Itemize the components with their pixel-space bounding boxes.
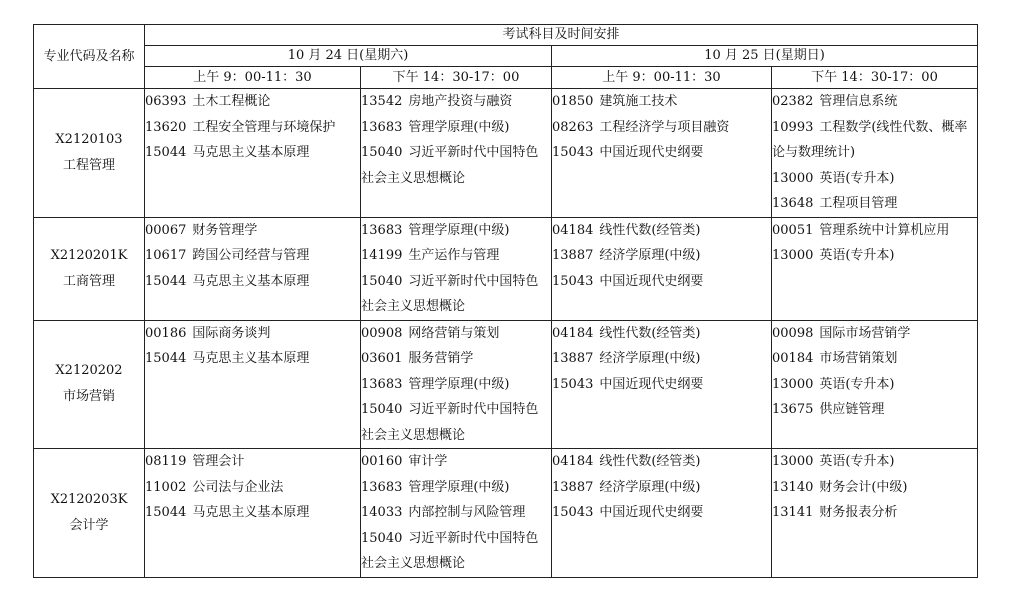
- course-code: 14033: [361, 505, 403, 520]
- course-entry: [552, 269, 771, 295]
- course-code: 13140: [772, 479, 814, 495]
- major-column-header: 专业代码及名称: [34, 25, 145, 89]
- course-code: 13648: [772, 196, 814, 211]
- course-code: 13000: [772, 170, 814, 186]
- course-entry: [361, 397, 551, 448]
- course-entry: [772, 89, 977, 115]
- course-code: 00908: [361, 325, 403, 341]
- course-code: 15044: [145, 145, 187, 160]
- course-entry: [552, 115, 771, 141]
- course-entry: [361, 475, 551, 501]
- course-name: 经济学原理(中级): [599, 351, 701, 366]
- course-name: 线性代数(经管类): [599, 454, 701, 469]
- course-code: 15040: [361, 273, 403, 289]
- course-code: 14199: [361, 248, 403, 263]
- course-entry: [361, 140, 551, 191]
- session-cell: [145, 449, 361, 578]
- course-entry: [772, 243, 977, 269]
- course-name: 工程安全管理与环境保护: [192, 119, 336, 135]
- course-entry: [552, 449, 771, 475]
- course-code: 15043: [552, 505, 594, 520]
- course-code: 15043: [552, 273, 594, 289]
- course-entry: [772, 372, 977, 398]
- course-code: 13620: [145, 119, 187, 135]
- course-name: 服务营销学: [408, 351, 474, 366]
- course-name: 工程项目管理: [819, 196, 898, 211]
- course-name: 财务会计(中级): [819, 479, 908, 495]
- course-entry: [361, 89, 551, 115]
- course-name: 管理学原理(中级): [408, 119, 510, 135]
- table-header: [34, 25, 978, 89]
- course-entry: [361, 449, 551, 475]
- course-code: 00098: [772, 325, 814, 341]
- session-cell: [145, 89, 361, 218]
- course-code: 13542: [361, 94, 403, 109]
- major-cell: [34, 320, 145, 449]
- course-name: 市场营销策划: [819, 351, 898, 366]
- course-entry: [361, 321, 551, 347]
- course-entry: [552, 243, 771, 269]
- course-code: 15040: [361, 530, 403, 546]
- course-entry: [361, 243, 551, 269]
- course-entry: [772, 191, 977, 217]
- course-entry: [772, 449, 977, 475]
- course-entry: [145, 346, 360, 372]
- course-code: 15044: [145, 505, 187, 520]
- course-entry: [145, 89, 360, 115]
- session-cell: [145, 217, 361, 320]
- course-name: 供应链管理: [819, 402, 885, 417]
- course-entry: [145, 115, 360, 141]
- course-code: 08119: [145, 454, 187, 469]
- course-code: 15044: [145, 273, 187, 289]
- course-entry: [552, 218, 771, 244]
- course-entry: [772, 218, 977, 244]
- session-cell: [361, 89, 552, 218]
- table-row: [34, 320, 978, 449]
- session-cell: [361, 320, 552, 449]
- course-entry: [772, 500, 977, 526]
- course-entry: [552, 500, 771, 526]
- session-cell: [772, 217, 978, 320]
- course-code: 10617: [145, 248, 187, 263]
- course-code: 13000: [772, 376, 814, 392]
- course-name: 审计学: [408, 454, 448, 469]
- course-entry: [145, 243, 360, 269]
- course-code: 13887: [552, 351, 594, 366]
- course-name: 管理学原理(中级): [408, 222, 510, 238]
- course-code: 15043: [552, 145, 594, 160]
- major-cell: [34, 217, 145, 320]
- session-header: 下午 14：30-17：00: [772, 67, 978, 89]
- session-cell: [772, 320, 978, 449]
- course-code: 08263: [552, 119, 594, 135]
- course-code: 13000: [772, 454, 814, 469]
- major-code: X2120103: [55, 131, 123, 147]
- course-entry: [552, 89, 771, 115]
- course-name: 习近平新时代中国特色社会主义思想概论: [361, 145, 539, 186]
- course-code: 01850: [552, 94, 594, 109]
- course-entry: [772, 115, 977, 166]
- course-name: 线性代数(经管类): [599, 222, 701, 238]
- course-name: 工程经济学与项目融资: [599, 119, 730, 135]
- course-name: 中国近现代史纲要: [599, 376, 704, 392]
- major-cell: [34, 89, 145, 218]
- course-name: 马克思主义基本原理: [192, 505, 310, 520]
- course-entry: [361, 372, 551, 398]
- course-name: 英语(专升本): [819, 376, 895, 392]
- course-name: 财务管理学: [192, 222, 258, 238]
- course-code: 10993: [772, 119, 814, 135]
- major-name: 会计学: [69, 517, 109, 533]
- course-name: 习近平新时代中国特色社会主义思想概论: [361, 402, 539, 443]
- schedule-title: 考试科目及时间安排: [145, 25, 978, 46]
- session-cell: [552, 449, 772, 578]
- course-name: 英语(专升本): [819, 248, 895, 263]
- course-code: 04184: [552, 222, 594, 238]
- course-name: 公司法与企业法: [192, 479, 284, 495]
- course-name: 管理学原理(中级): [408, 376, 510, 392]
- exam-schedule-table: [33, 24, 978, 578]
- major-code: X2120201K: [50, 247, 128, 263]
- course-entry: [361, 218, 551, 244]
- session-cell: [772, 449, 978, 578]
- major-code: X2120202: [55, 363, 123, 379]
- course-entry: [772, 166, 977, 192]
- course-code: 13887: [552, 479, 594, 495]
- course-name: 管理会计: [192, 454, 245, 469]
- course-name: 马克思主义基本原理: [192, 273, 310, 289]
- course-name: 土木工程概论: [192, 94, 271, 109]
- course-code: 13675: [772, 402, 814, 417]
- course-name: 英语(专升本): [819, 170, 895, 186]
- course-code: 04184: [552, 325, 594, 341]
- table-row: [34, 89, 978, 218]
- major-cell: [34, 449, 145, 578]
- course-name: 马克思主义基本原理: [192, 145, 310, 160]
- session-header: 下午 14：30-17：00: [361, 67, 552, 89]
- course-name: 生产运作与管理: [408, 248, 500, 263]
- course-entry: [772, 475, 977, 501]
- major-name: 市场营销: [62, 389, 115, 405]
- session-cell: [552, 89, 772, 218]
- course-name: 国际市场营销学: [819, 325, 911, 341]
- session-header: 上午 9：00-11：30: [145, 67, 361, 89]
- course-entry: [552, 346, 771, 372]
- course-name: 国际商务谈判: [192, 325, 271, 341]
- course-entry: [361, 269, 551, 320]
- course-name: 管理信息系统: [819, 94, 898, 109]
- course-code: 00186: [145, 325, 187, 341]
- session-cell: [552, 217, 772, 320]
- course-name: 工程数学(线性代数、概率论与数理统计): [772, 119, 968, 160]
- table-body: [34, 89, 978, 578]
- course-name: 管理学原理(中级): [408, 479, 510, 495]
- course-code: 00160: [361, 454, 403, 469]
- course-entry: [145, 140, 360, 166]
- course-code: 04184: [552, 454, 594, 469]
- day-header: 10 月 25 日(星期日): [552, 46, 978, 67]
- major-name: 工程管理: [62, 157, 115, 173]
- course-code: 15040: [361, 145, 403, 160]
- course-name: 房地产投资与融资: [408, 94, 513, 109]
- course-entry: [145, 269, 360, 295]
- course-name: 中国近现代史纲要: [599, 505, 704, 520]
- course-entry: [361, 500, 551, 526]
- course-name: 跨国公司经营与管理: [192, 248, 310, 263]
- course-name: 习近平新时代中国特色社会主义思想概论: [361, 273, 539, 314]
- course-code: 13000: [772, 248, 814, 263]
- course-name: 网络营销与策划: [408, 325, 500, 341]
- major-name: 工商管理: [62, 273, 115, 289]
- course-entry: [361, 115, 551, 141]
- course-entry: [552, 321, 771, 347]
- course-name: 马克思主义基本原理: [192, 351, 310, 366]
- session-header: 上午 9：00-11：30: [552, 67, 772, 89]
- course-code: 00184: [772, 351, 814, 366]
- session-cell: [772, 89, 978, 218]
- course-code: 03601: [361, 351, 403, 366]
- course-entry: [145, 475, 360, 501]
- course-entry: [552, 475, 771, 501]
- course-entry: [361, 526, 551, 577]
- session-cell: [361, 217, 552, 320]
- course-code: 13887: [552, 248, 594, 263]
- course-name: 中国近现代史纲要: [599, 273, 704, 289]
- course-code: 15044: [145, 351, 187, 366]
- course-entry: [772, 397, 977, 423]
- course-code: 13683: [361, 376, 403, 392]
- course-code: 00067: [145, 222, 187, 238]
- table-row: [34, 217, 978, 320]
- course-code: 15040: [361, 402, 403, 417]
- course-code: 06393: [145, 94, 187, 109]
- course-code: 15043: [552, 376, 594, 392]
- course-code: 11002: [145, 479, 187, 495]
- course-entry: [772, 346, 977, 372]
- course-entry: [552, 140, 771, 166]
- course-entry: [145, 218, 360, 244]
- course-name: 管理系统中计算机应用: [819, 222, 950, 238]
- major-code: X2120203K: [50, 491, 128, 507]
- course-code: 00051: [772, 222, 814, 238]
- course-name: 经济学原理(中级): [599, 479, 701, 495]
- course-name: 中国近现代史纲要: [599, 145, 704, 160]
- session-cell: [145, 320, 361, 449]
- session-cell: [552, 320, 772, 449]
- course-code: 13683: [361, 222, 403, 238]
- course-entry: [145, 321, 360, 347]
- course-entry: [361, 346, 551, 372]
- day-header: 10 月 24 日(星期六): [145, 46, 552, 67]
- course-name: 线性代数(经管类): [599, 325, 701, 341]
- course-entry: [772, 321, 977, 347]
- course-name: 建筑施工技术: [599, 94, 678, 109]
- course-code: 02382: [772, 94, 814, 109]
- course-name: 财务报表分析: [819, 505, 898, 520]
- session-cell: [361, 449, 552, 578]
- course-code: 13141: [772, 505, 814, 520]
- course-code: 13683: [361, 479, 403, 495]
- course-entry: [552, 372, 771, 398]
- course-entry: [145, 500, 360, 526]
- course-name: 英语(专升本): [819, 454, 895, 469]
- course-name: 经济学原理(中级): [599, 248, 701, 263]
- course-code: 13683: [361, 119, 403, 135]
- table-row: [34, 449, 978, 578]
- course-name: 习近平新时代中国特色社会主义思想概论: [361, 530, 539, 571]
- course-entry: [145, 449, 360, 475]
- course-name: 内部控制与风险管理: [408, 505, 526, 520]
